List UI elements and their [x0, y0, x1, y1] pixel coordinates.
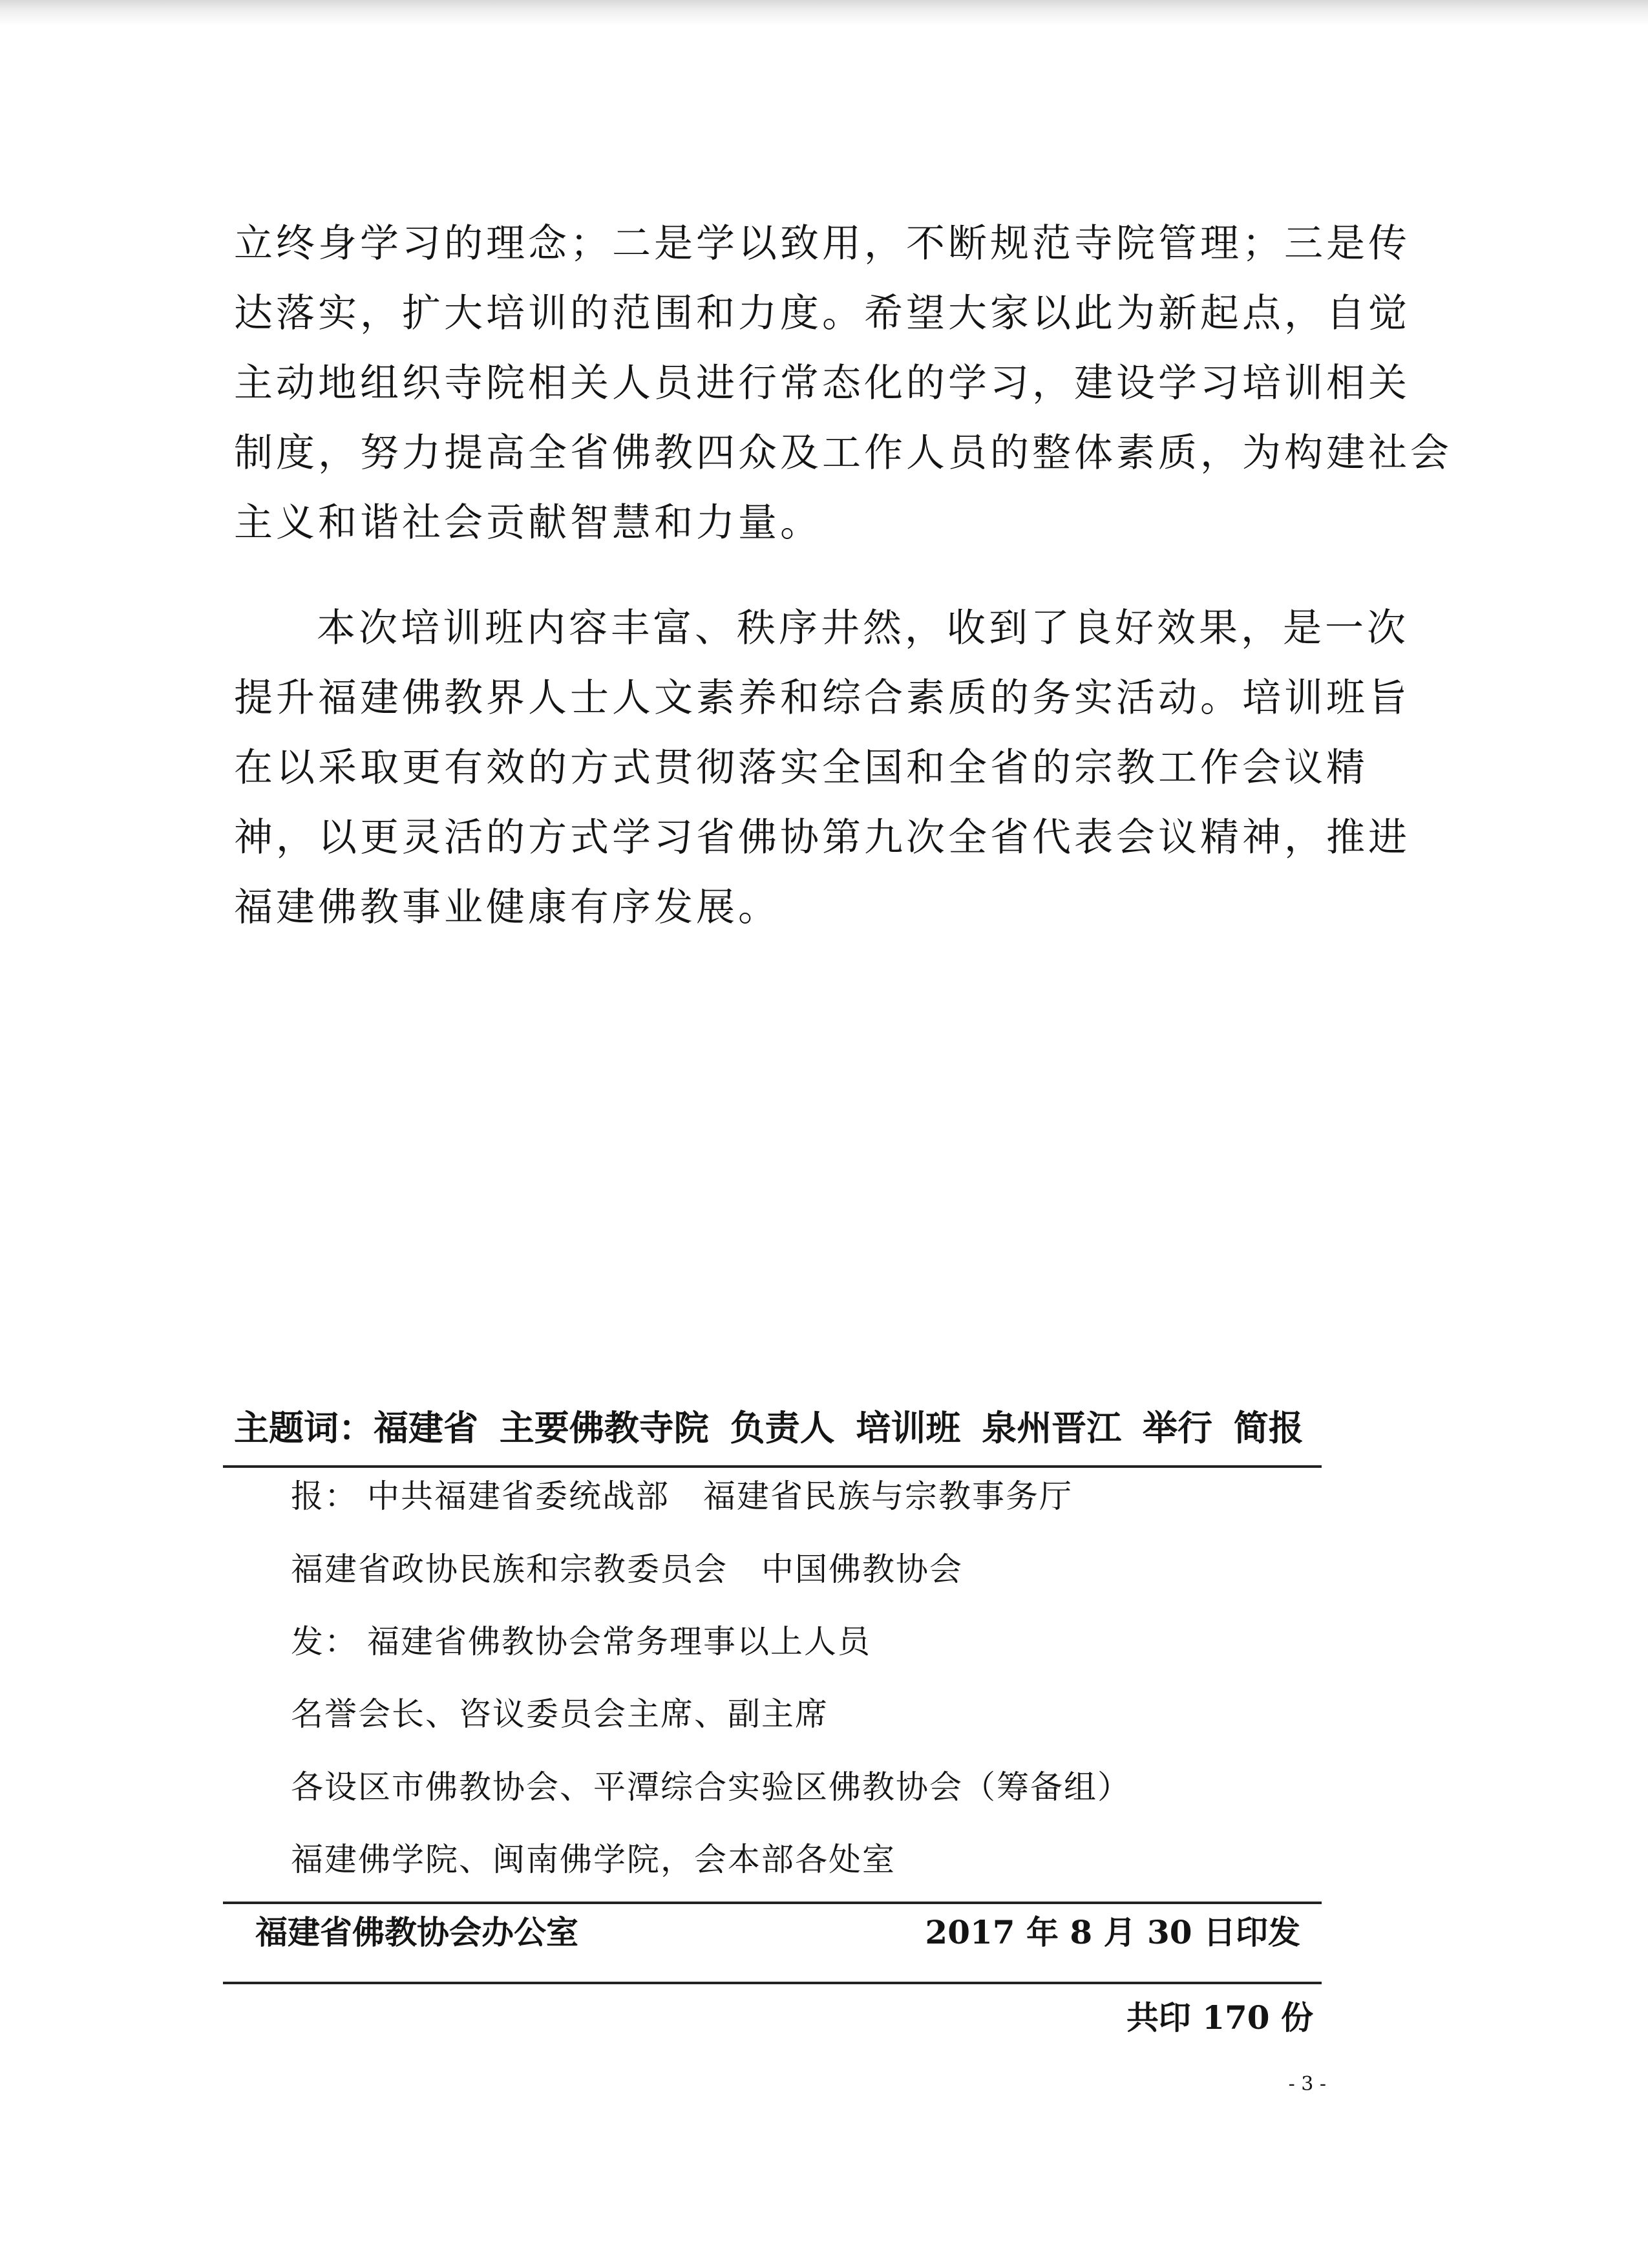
- issuer: 福建省佛教协会办公室: [255, 1914, 578, 1951]
- scan-edge: [0, 0, 1648, 26]
- paragraph-1-line: 制度，努力提高全省佛教四众及工作人员的整体素质，为构建社会: [234, 430, 1452, 476]
- paragraph-2-line: 福建佛教事业健康有序发展。: [234, 885, 780, 930]
- distribute-to-line-1: [291, 1616, 1325, 1668]
- distribute-to-recipients-1: 福建省佛教协会常务理事以上人员: [367, 1623, 871, 1660]
- distribute-to-line-2: 名誉会长、咨议委员会主席、副主席: [291, 1695, 829, 1733]
- paragraph-1-line: 主义和谐社会贡献智慧和力量。: [234, 500, 822, 546]
- report-to-label: 报：: [291, 1478, 358, 1515]
- report-to-line-1: [291, 1470, 1325, 1522]
- paragraph-2-line: 在以采取更有效的方式贯彻落实全国和全省的宗教工作会议精: [234, 745, 1368, 790]
- divider-top: [223, 1465, 1322, 1468]
- subject-keywords-label: 主题词：: [234, 1408, 374, 1448]
- page-number: - 3 -: [1288, 2073, 1326, 2095]
- paragraph-1: [234, 209, 1452, 558]
- distribute-to-line-4: 福建佛学院、闽南佛学院，会本部各处室: [291, 1841, 896, 1878]
- paragraph-2-line: 本次培训班内容丰富、秩序井然，收到了良好效果，是一次: [317, 606, 1409, 651]
- paragraph-2-line: 提升福建佛教界人士人文素养和综合素质的务实活动。培训班旨: [234, 675, 1410, 721]
- issue-date: 2017 年 8 月 30 日印发: [925, 1913, 1300, 1951]
- paragraph-2-line: 神，以更灵活的方式学习省佛协第九次全省代表会议精神，推进: [234, 815, 1410, 860]
- subject-keywords-terms: 福建省 主要佛教寺院 负责人 培训班 泉州晋江 举行 简报: [374, 1408, 1304, 1448]
- subject-keywords: [234, 1403, 1326, 1454]
- print-copies: 共印 170 份: [1126, 1998, 1313, 2037]
- divider-middle: [223, 1902, 1322, 1904]
- divider-bottom: [223, 1982, 1322, 1984]
- distribute-to-line-3: 各设区市佛教协会、平潭综合实验区佛教协会（筹备组）: [291, 1768, 1131, 1806]
- distribute-to-label: 发：: [291, 1623, 358, 1660]
- paragraph-1-line: 立终身学习的理念；二是学以致用，不断规范寺院管理；三是传: [234, 221, 1410, 266]
- report-to-recipients-1: 中共福建省委统战部 福建省民族与宗教事务厅: [367, 1478, 1073, 1515]
- paragraph-1-line: 达落实，扩大培训的范围和力度。希望大家以此为新起点，自觉: [234, 291, 1410, 336]
- paragraph-2: [234, 593, 1410, 942]
- report-to-line-2: 福建省政协民族和宗教委员会 中国佛教协会: [291, 1551, 963, 1588]
- paragraph-1-line: 主动地组织寺院相关人员进行常态化的学习，建设学习培训相关: [234, 361, 1410, 406]
